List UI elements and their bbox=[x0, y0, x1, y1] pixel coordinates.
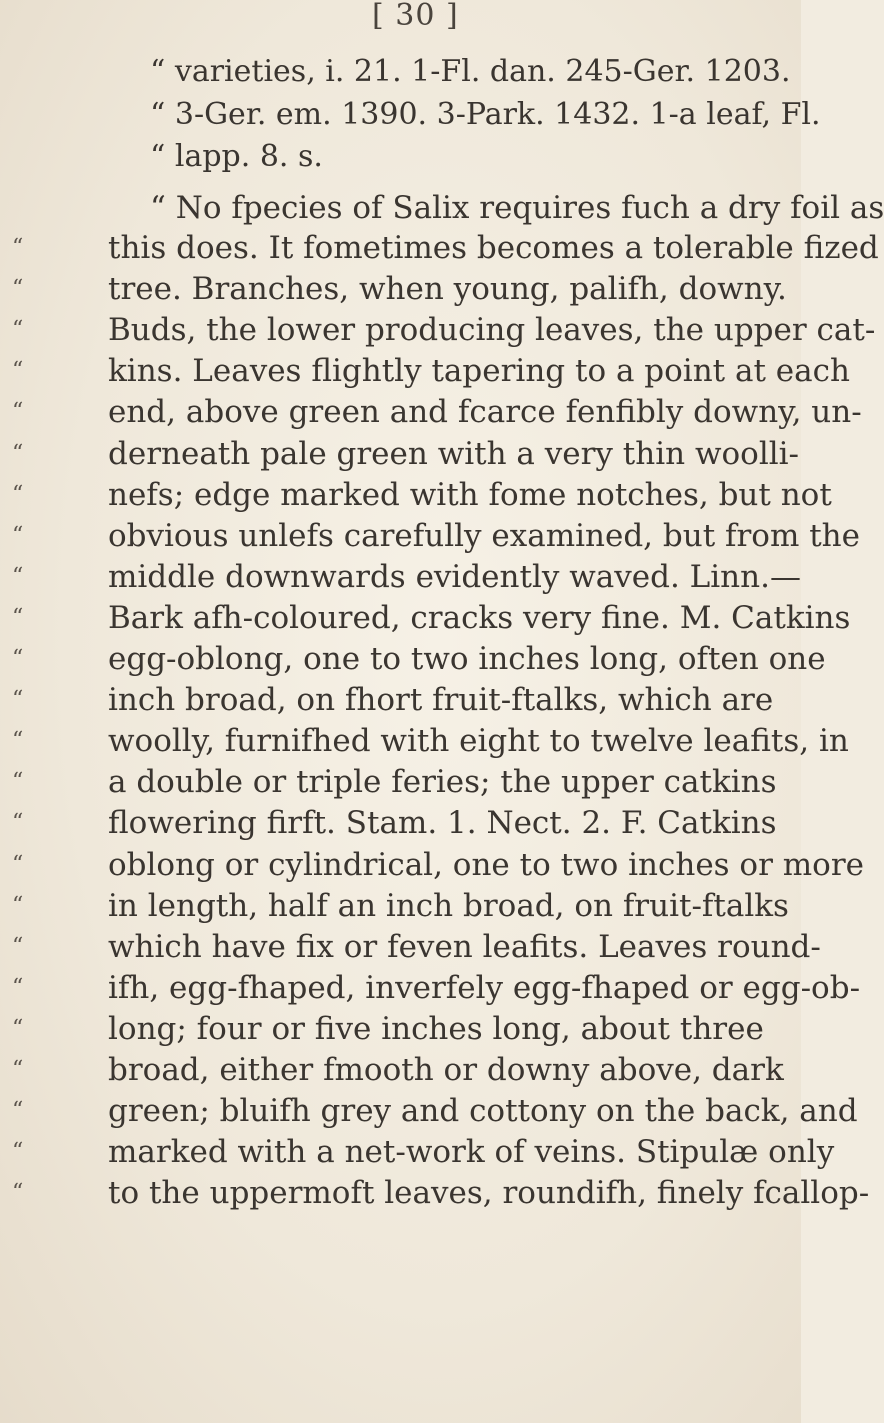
text-line-content: oblong or cylindrical, one to two inches or more bbox=[108, 847, 864, 883]
text-line bbox=[12, 1009, 764, 1049]
text-line-content: tree. Branches, when young, palifh, downy. bbox=[108, 271, 787, 307]
text-line bbox=[12, 351, 850, 391]
margin-quote-mark: “ bbox=[12, 646, 24, 671]
text-line-content: which have fix or feven leafits. Leaves round- bbox=[108, 929, 821, 965]
margin-quote-mark: “ bbox=[12, 317, 24, 342]
margin-quote-mark: “ bbox=[12, 1180, 24, 1205]
text-line-content: middle downwards evidently waved. Linn.— bbox=[108, 559, 801, 595]
margin-quote-mark: “ bbox=[12, 441, 24, 466]
text-line-content: inch broad, on fhort fruit-ftalks, which are bbox=[108, 682, 774, 718]
text-line bbox=[12, 1091, 858, 1131]
text-line-content: Bark afh-coloured, cracks very fine. M. Catkins bbox=[108, 600, 851, 636]
text-line-content: egg-oblong, one to two inches long, often one bbox=[108, 641, 826, 677]
text-line bbox=[12, 1050, 784, 1090]
text-line bbox=[12, 927, 821, 967]
text-line bbox=[12, 557, 801, 597]
margin-quote-mark: “ bbox=[12, 975, 24, 1000]
text-line bbox=[12, 803, 777, 843]
text-line-content: marked with a net-work of veins. Stipulæ only bbox=[108, 1134, 835, 1170]
margin-quote-mark: “ bbox=[12, 893, 24, 918]
text-line bbox=[12, 434, 800, 474]
margin-quote-mark: “ bbox=[12, 605, 24, 630]
text-line bbox=[12, 721, 849, 761]
text-line bbox=[12, 598, 851, 638]
text-line-content: Buds, the lower producing leaves, the upper cat- bbox=[108, 312, 876, 348]
margin-quote-mark: “ bbox=[12, 769, 24, 794]
text-line bbox=[12, 228, 879, 268]
margin-quote-mark: “ bbox=[12, 523, 24, 548]
margin-quote-mark: “ bbox=[12, 235, 24, 260]
text-line-content: end, above green and fcarce fenfibly downy, un- bbox=[108, 394, 862, 430]
margin-quote-mark: “ bbox=[12, 564, 24, 589]
text-line-content: ifh, egg-fhaped, inverfely egg-fhaped or egg-ob- bbox=[108, 970, 861, 1006]
text-line-content: kins. Leaves flightly tapering to a point at each bbox=[108, 353, 850, 389]
text-line-content: to the uppermoft leaves, roundifh, finely fcallop- bbox=[108, 1175, 870, 1211]
text-line bbox=[12, 845, 864, 885]
text-line-content: obvious unlefs carefully examined, but from the bbox=[108, 518, 860, 554]
margin-quote-mark: “ bbox=[12, 1057, 24, 1082]
text-line-content: flowering firft. Stam. 1. Nect. 2. F. Catkins bbox=[108, 805, 777, 841]
text-line-content: this does. It fometimes becomes a tolerable fized bbox=[108, 230, 879, 266]
margin-quote-mark: “ bbox=[12, 687, 24, 712]
margin-quote-mark: “ bbox=[12, 482, 24, 507]
text-line-content: a double or triple feries; the upper catkins bbox=[108, 764, 777, 800]
margin-quote-mark: “ bbox=[12, 1016, 24, 1041]
text-line-content: long; four or five inches long, about three bbox=[108, 1011, 764, 1047]
text-line bbox=[12, 475, 832, 515]
margin-quote-mark: “ bbox=[12, 399, 24, 424]
text-line bbox=[12, 762, 777, 802]
text-line: “ No fpecies of Salix requires fuch a dry foil as bbox=[150, 190, 884, 226]
text-line-content: green; bluifh grey and cottony on the back, and bbox=[108, 1093, 858, 1129]
text-line bbox=[12, 680, 774, 720]
text-line bbox=[12, 1132, 835, 1172]
text-line bbox=[12, 1173, 870, 1213]
text-line-content: in length, half an inch broad, on fruit-ftalks bbox=[108, 888, 789, 924]
text-line bbox=[12, 516, 860, 556]
text-line bbox=[12, 968, 861, 1008]
text-line bbox=[12, 392, 862, 432]
margin-quote-mark: “ bbox=[12, 1098, 24, 1123]
margin-quote-mark: “ bbox=[12, 810, 24, 835]
text-line-content: nefs; edge marked with fome notches, but not bbox=[108, 477, 832, 513]
page-number: [ 30 ] bbox=[372, 0, 459, 33]
margin-quote-mark: “ bbox=[12, 934, 24, 959]
text-line bbox=[12, 269, 787, 309]
margin-quote-mark: “ bbox=[12, 728, 24, 753]
text-line bbox=[12, 310, 876, 350]
text-line-content: broad, either fmooth or downy above, dark bbox=[108, 1052, 784, 1088]
text-line bbox=[12, 639, 826, 679]
margin-quote-mark: “ bbox=[12, 1139, 24, 1164]
margin-quote-mark: “ bbox=[12, 276, 24, 301]
text-line: “ lapp. 8. s. bbox=[150, 139, 323, 174]
text-line-content: woolly, furnifhed with eight to twelve leafits, in bbox=[108, 723, 849, 759]
text-line bbox=[12, 886, 789, 926]
margin-quote-mark: “ bbox=[12, 358, 24, 383]
margin-quote-mark: “ bbox=[12, 852, 24, 877]
text-line: “ 3-Ger. em. 1390. 3-Park. 1432. 1-a leaf, Fl. bbox=[150, 97, 821, 132]
text-line-content: derneath pale green with a very thin woolli- bbox=[108, 436, 800, 472]
text-line: “ varieties, i. 21. 1-Fl. dan. 245-Ger. 1203. bbox=[150, 54, 791, 89]
